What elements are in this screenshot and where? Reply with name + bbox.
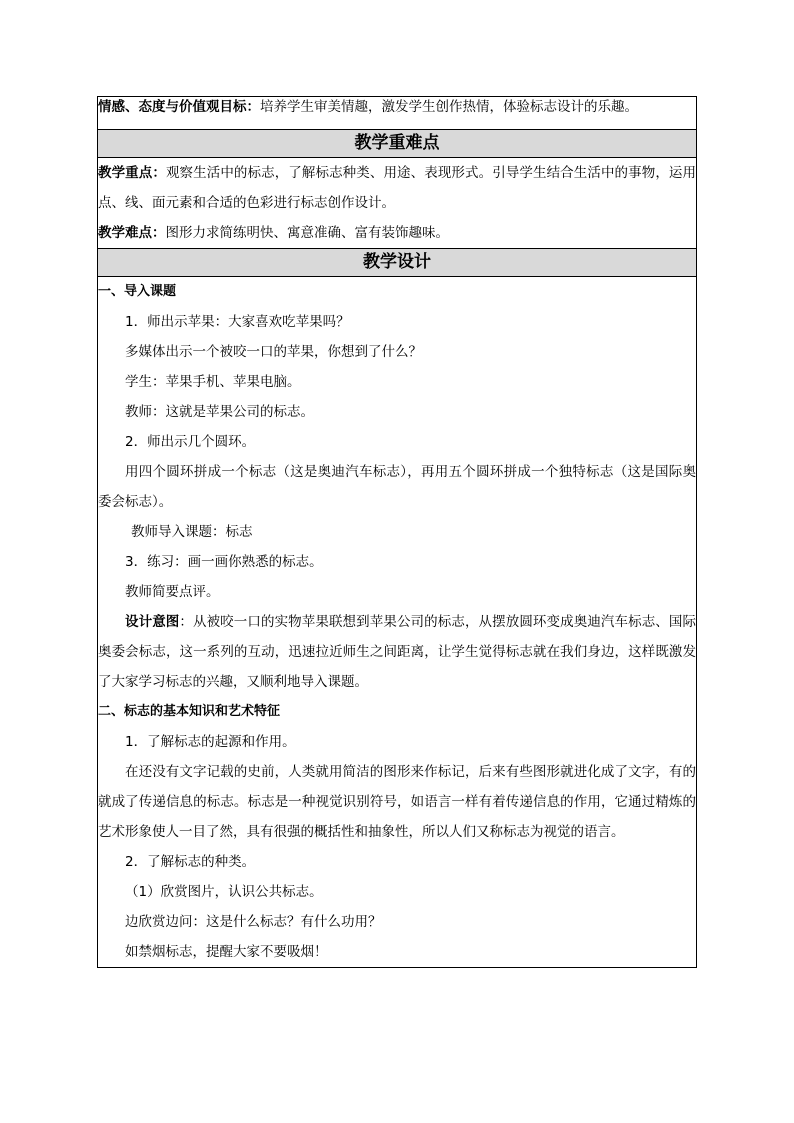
basics-line-6: 如禁烟标志，提醒大家不要吸烟！ <box>125 944 328 960</box>
basics-line-2: 在还没有文字记载的史前，人类就用简洁的图形来作标记，后来有些图形就进化成了文字，有的就成了传递信息的标志。标志是一种视觉识别符号，如语言一样有着传递信息的作用，它通过精炼的艺术形象使人一目了然，具有很强的概括性和抽象性，所以人们又称标志为视觉的语言。 <box>98 764 696 840</box>
affective-goal-label: 情感、态度与价值观目标： <box>98 99 260 115</box>
design-row <box>98 277 697 968</box>
intro-line-2: 多媒体出示一个被咬一口的苹果，你想到了什么？ <box>125 344 422 360</box>
intro-line-4: 教师：这就是苹果公司的标志。 <box>125 404 314 420</box>
intro-line-5: 2．师出示几个圆环。 <box>125 434 256 450</box>
key-difficult-heading-row <box>98 130 697 158</box>
lesson-plan-sheet <box>97 96 697 968</box>
design-heading: 教学设计 <box>98 249 697 277</box>
difficult-point-label: 教学难点： <box>98 225 166 241</box>
affective-goal-row <box>98 97 697 130</box>
affective-goal-text: 培养学生审美情趣，激发学生创作热情，体验标志设计的乐趣。 <box>260 99 638 115</box>
section-title-basics: 二、标志的基本知识和艺术特征 <box>98 704 281 719</box>
design-intent-text: ：从被咬一口的实物苹果联想到苹果公司的标志，从摆放圆环变成奥迪汽车标志、国际奥委会标志，这一系列的互动，迅速拉近师生之间距离，让学生觉得标志就在我们身边，这样既激发了大家学习标志的兴趣，又顺利地导入课题。 <box>98 614 696 690</box>
practice-line-1: 3．练习：画一画你熟悉的标志。 <box>125 554 323 570</box>
design-intent-label: 设计意图 <box>125 614 180 630</box>
design-cell <box>98 277 697 968</box>
affective-goal-cell <box>98 97 697 130</box>
key-point-label: 教学重点： <box>98 165 166 181</box>
lesson-plan-table <box>97 96 697 968</box>
basics-line-5: 边欣赏边问：这是什么标志？有什么功用？ <box>125 914 382 930</box>
intro-line-6: 用四个圆环拼成一个标志（这是奥迪汽车标志），再用五个圆环拼成一个独特标志（这是国际奥委会标志）。 <box>98 464 696 510</box>
intro-line-3: 学生：苹果手机、苹果电脑。 <box>125 374 301 390</box>
difficult-point-paragraph <box>98 218 696 248</box>
basics-line-4: （1）欣赏图片，认识公共标志。 <box>125 884 323 900</box>
key-point-text: 观察生活中的标志，了解标志种类、用途、表现形式。引导学生结合生活中的事物，运用点、线、面元素和合适的色彩进行标志创作设计。 <box>98 165 697 211</box>
basics-line-1: 1．了解标志的起源和作用。 <box>125 734 296 750</box>
intro-topic-line: 教师导入课题：标志 <box>131 524 253 540</box>
basics-line-3: 2．了解标志的种类。 <box>125 854 256 870</box>
practice-line-2: 教师简要点评。 <box>125 584 220 600</box>
difficult-point-text: 图形力求简练明快、寓意准确、富有装饰趣味。 <box>165 225 449 241</box>
key-difficult-cell <box>98 158 697 249</box>
key-difficult-heading: 教学重难点 <box>98 130 697 158</box>
key-difficult-row <box>98 158 697 249</box>
key-point-paragraph <box>98 158 696 218</box>
design-intent-paragraph <box>98 607 696 697</box>
section-title-intro: 一、导入课题 <box>98 284 177 299</box>
design-heading-row <box>98 249 697 277</box>
intro-line-1: 1．师出示苹果：大家喜欢吃苹果吗？ <box>125 314 350 330</box>
